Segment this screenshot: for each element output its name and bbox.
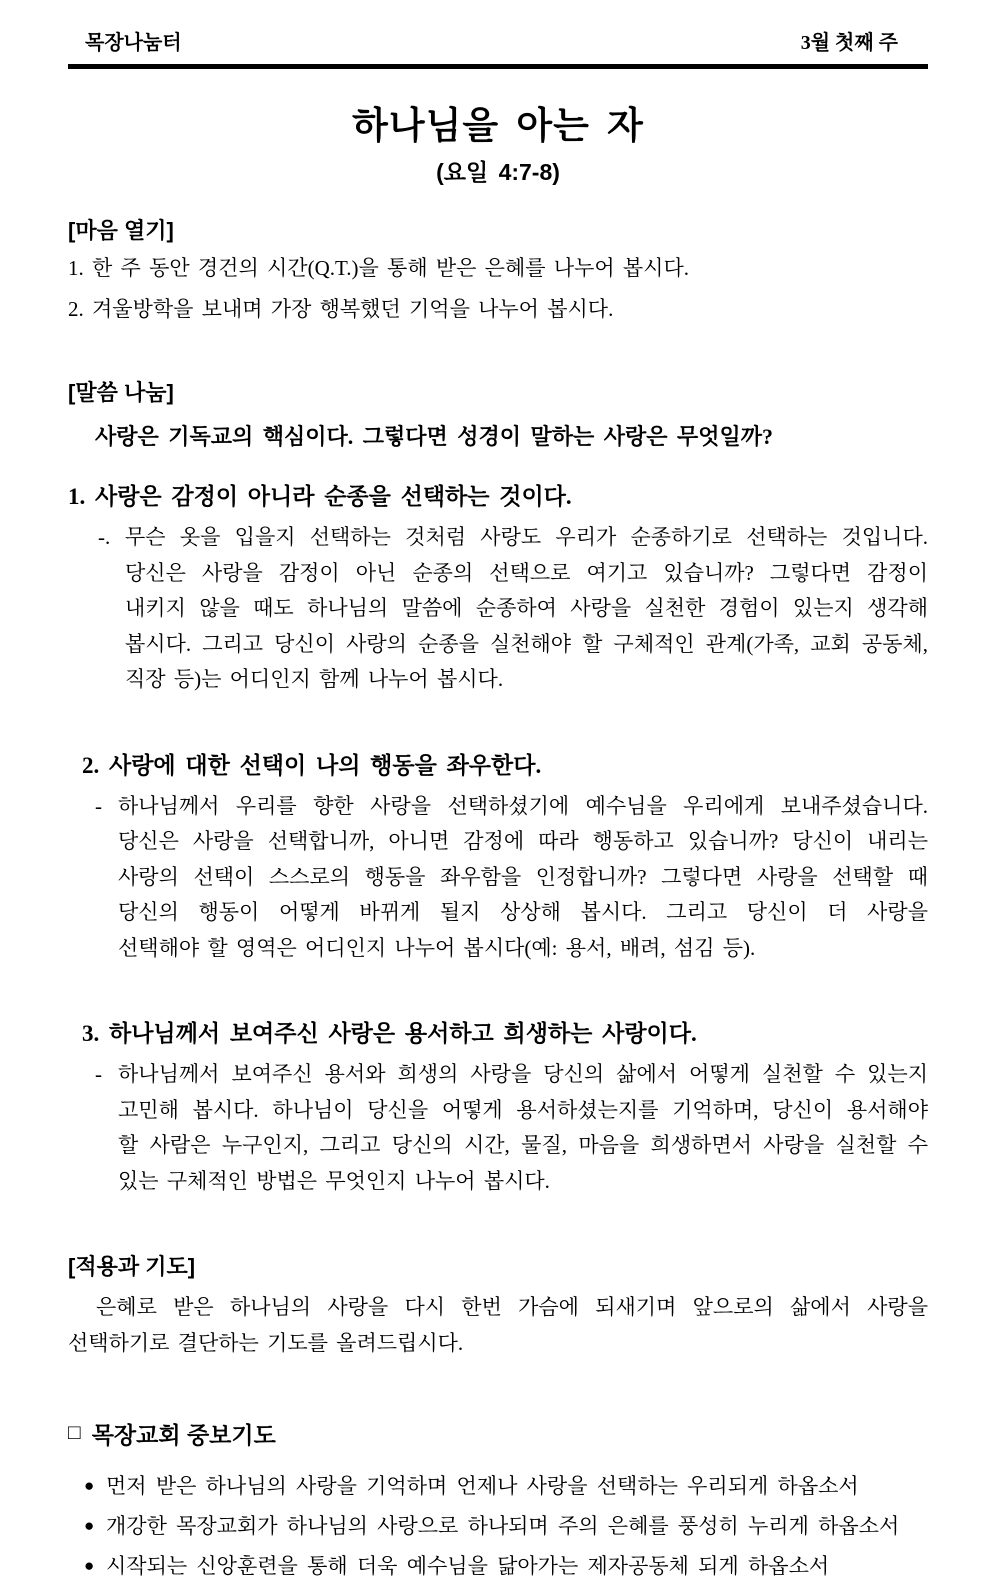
text-line: 선택하기로 결단하는 기도를 올려드립시다.	[68, 1331, 464, 1355]
text-line: 하나님께서 우리를 향한 사랑을 선택하셨기에 예수님을 우리에게 보내주셨습니다.	[118, 793, 928, 818]
intercession-bullet-1: 먼저 받은 하나님의 사랑을 기억하며 언제나 사랑을 선택하는 우리되게 하옵소서	[106, 1474, 859, 1498]
point-1-body	[68, 520, 928, 698]
intercession-bullet-list	[68, 1466, 928, 1586]
dash-marker: -	[95, 1062, 102, 1086]
intercession-bullet-3: 시작되는 신앙훈련을 통해 더욱 예수님을 닮아가는 제자공동체 되게 하옵소서	[106, 1554, 830, 1578]
point-3-heading: 3. 하나님께서 보여주신 사랑은 용서하고 희생하는 사랑이다.	[82, 1021, 697, 1046]
intercession-heading-row	[68, 1417, 928, 1450]
dash-marker: -.	[98, 525, 111, 549]
discussion-point-2	[68, 750, 928, 967]
list-item	[68, 1506, 928, 1546]
text-line: 선택해야 할 영역은 어디인지 나누어 봅시다(예: 용서, 배려, 섬김 등).	[118, 935, 756, 960]
intercession-heading: 목장교회 중보기도	[91, 1422, 276, 1448]
point-1-heading: 1. 사랑은 감정이 아니라 순종을 선택하는 것이다.	[68, 484, 572, 509]
point-2-body	[68, 789, 928, 967]
bullet-icon: ●	[84, 1516, 95, 1535]
discussion-point-3	[68, 1018, 928, 1199]
section-heart-opening	[68, 217, 928, 327]
point-2-paragraph	[118, 789, 928, 967]
section-intercession	[68, 1417, 928, 1586]
dash-marker: -	[95, 793, 102, 818]
text-line: 있는 구체적인 방법은 무엇인지 나누어 봅시다.	[118, 1168, 550, 1193]
section-heading-heart-opening: [마음 열기]	[68, 218, 174, 243]
text-line: 당신의 행동이 어떻게 바뀌게 될지 상상해 봅시다. 그리고 당신이 더 사랑을	[118, 900, 928, 924]
page-title: 하나님을 아는 자	[352, 105, 644, 146]
header-right-week: 3월 첫째 주	[800, 32, 898, 54]
text-line: 내키지 않을 때도 하나님의 말씀에 순종하여 사랑을 실천한 경험이 있는지 생각해	[125, 596, 928, 620]
text-line: 할 사람은 누구인지, 그리고 당신의 시간, 물질, 마음을 희생하면서 사랑을 실천할 수	[118, 1133, 928, 1157]
text-line: 당신은 사랑을 감정이 아닌 순종의 선택으로 여기고 있습니까? 그렇다면 감정이	[125, 560, 928, 585]
bullet-icon: ●	[84, 1556, 95, 1575]
point-1-paragraph	[125, 520, 928, 698]
application-paragraph	[68, 1289, 928, 1361]
text-line: 고민해 봅시다. 하나님이 당신을 어떻게 용서하셨는지를 기억하며, 당신이 용서해야	[118, 1097, 928, 1122]
text-line: 하나님께서 보여주신 용서와 희생의 사랑을 당신의 삶에서 어떻게 실천할 수 있는지	[118, 1062, 928, 1086]
bullet-icon: ●	[84, 1476, 95, 1495]
checkbox-icon: □	[68, 1420, 81, 1444]
header-rule	[68, 64, 928, 69]
page-header	[68, 26, 928, 55]
text-line: 은혜로 받은 하나님의 사랑을 다시 한번 가슴에 되새기며 앞으로의 삶에서 사랑을	[96, 1295, 928, 1319]
point-3-body	[68, 1057, 928, 1199]
text-line: 당신은 사랑을 선택합니까, 아니면 감정에 따라 행동하고 있습니까? 당신이 내리는	[118, 829, 928, 853]
section-application-prayer	[68, 1253, 928, 1361]
word-sharing-intro: 사랑은 기독교의 핵심이다. 그렇다면 성경이 말하는 사랑은 무엇일까?	[95, 424, 774, 449]
header-left-title: 목장나눔터	[85, 32, 182, 54]
point-2-heading: 2. 사랑에 대한 선택이 나의 행동을 좌우한다.	[82, 752, 542, 778]
section-heading-word-sharing: [말씀 나눔]	[68, 380, 174, 405]
discussion-point-1	[68, 481, 928, 698]
list-item	[68, 1466, 928, 1506]
heart-opening-item-1: 1. 한 주 동안 경건의 시간(Q.T.)을 통해 받은 은혜를 나누어 봅시다.	[68, 256, 689, 280]
section-word-sharing	[68, 379, 928, 1199]
scripture-reference: (요일 4:7-8)	[436, 159, 560, 185]
section-heading-application: [적용과 기도]	[68, 1254, 196, 1279]
text-line: 무슨 옷을 입을지 선택하는 것처럼 사랑도 우리가 순종하기로 선택하는 것입니다.	[125, 525, 928, 549]
point-3-paragraph	[118, 1057, 928, 1199]
list-item	[68, 1546, 928, 1586]
heart-opening-item-2: 2. 겨울방학을 보내며 가장 행복했던 기억을 나누어 봅시다.	[68, 297, 614, 321]
text-line: 사랑의 선택이 스스로의 행동을 좌우함을 인정합니까? 그렇다면 사랑을 선택할 때	[118, 864, 928, 889]
intercession-bullet-2: 개강한 목장교회가 하나님의 사랑으로 하나되며 주의 은혜를 풍성히 누리게 하옵소서	[106, 1514, 900, 1538]
text-line: 직장 등)는 어디인지 함께 나누어 봅시다.	[125, 667, 504, 691]
text-line: 봅시다. 그리고 당신이 사랑의 순종을 실천해야 할 구체적인 관계(가족, 교회 공동체,	[125, 631, 928, 656]
